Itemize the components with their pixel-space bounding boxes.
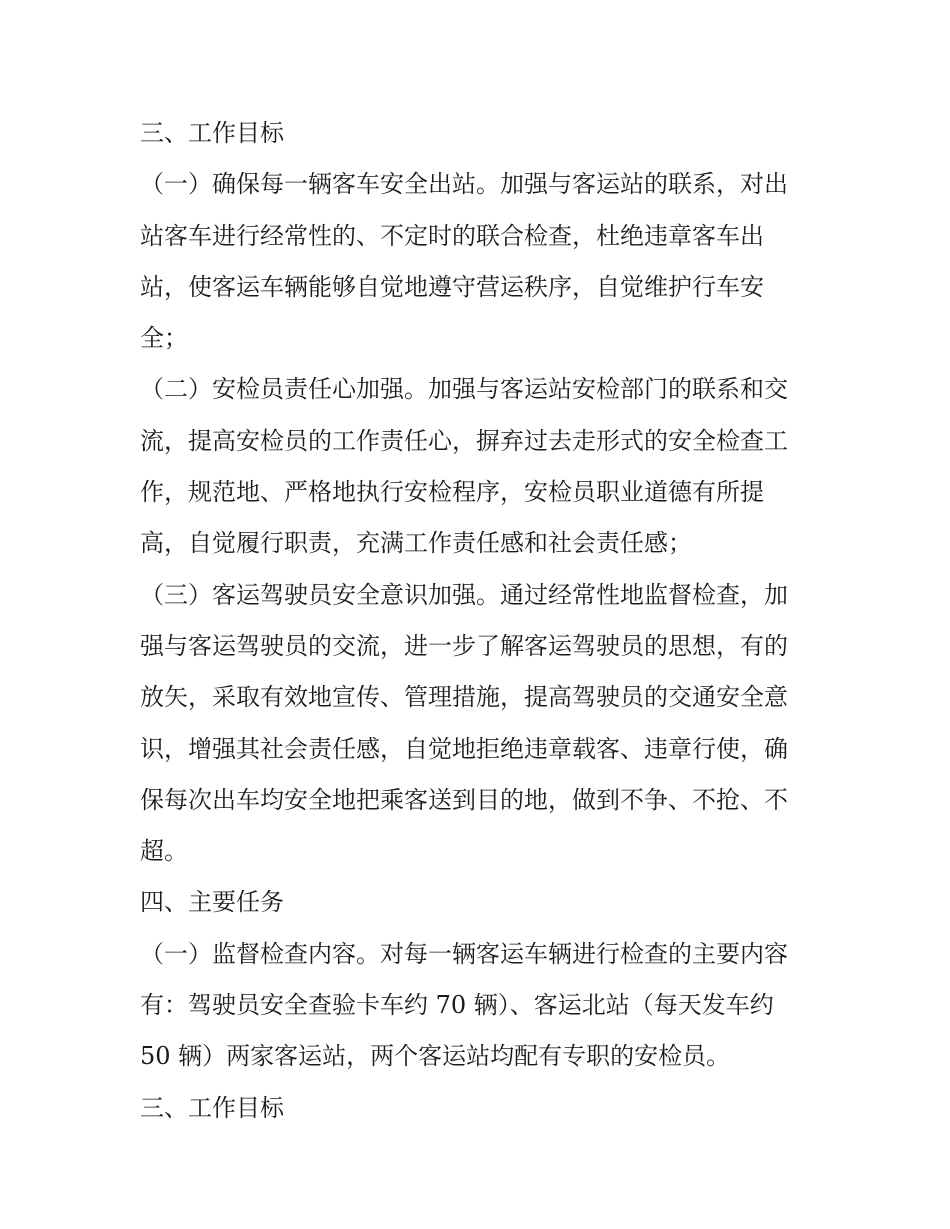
paragraph-line: （三）客运驾驶员安全意识加强。通过经常性地监督检查，加 (140, 580, 788, 609)
paragraph-line: （一）监督检查内容。对每一辆客运车辆进行检查的主要内容 (140, 939, 788, 968)
paragraph-line: 站，使客运车辆能够自觉地遵守营运秩序，自觉维护行车安 (140, 272, 764, 301)
paragraph-line: 全； (140, 324, 188, 353)
section-heading-work-goals-repeat: 三、工作目标 (140, 1093, 284, 1122)
paragraph-line: 50 辆）两家客运站，两个客运站均配有专职的安检员。 (140, 1042, 731, 1071)
section-heading-work-goals: 三、工作目标 (140, 119, 284, 147)
paragraph-line: 超。 (140, 837, 188, 866)
paragraph-line: （二）安检员责任心加强。加强与客运站安检部门的联系和交 (140, 375, 788, 404)
paragraph-line: 放矢，采取有效地宣传、管理措施，提高驾驶员的交通安全意 (140, 683, 788, 712)
paragraph-line: 高，自觉履行职责，充满工作责任感和社会责任感； (140, 529, 692, 558)
paragraph-line: 保每次出车均安全地把乘客送到目的地，做到不争、不抢、不 (140, 785, 788, 814)
paragraph-line: 识，增强其社会责任感，自觉地拒绝违章载客、违章行使，确 (140, 734, 788, 763)
paragraph-line: 有：驾驶员安全查验卡车约 70 辆）、客运北站（每天发车约 (140, 991, 774, 1020)
paragraph-line: 强与客运驾驶员的交流，进一步了解客运驾驶员的思想，有的 (140, 631, 788, 660)
paragraph-line: 流，提高安检员的工作责任心，摒弃过去走形式的安全检查工 (140, 426, 788, 455)
document-body (140, 108, 814, 1134)
section-heading-main-tasks: 四、主要任务 (140, 888, 284, 917)
paragraph-line: （一）确保每一辆客车安全出站。加强与客运站的联系，对出 (140, 170, 788, 199)
paragraph-line: 作，规范地、严格地执行安检程序，安检员职业道德有所提 (140, 478, 764, 507)
paragraph-line: 站客车进行经常性的、不定时的联合检查，杜绝违章客车出 (140, 221, 764, 250)
